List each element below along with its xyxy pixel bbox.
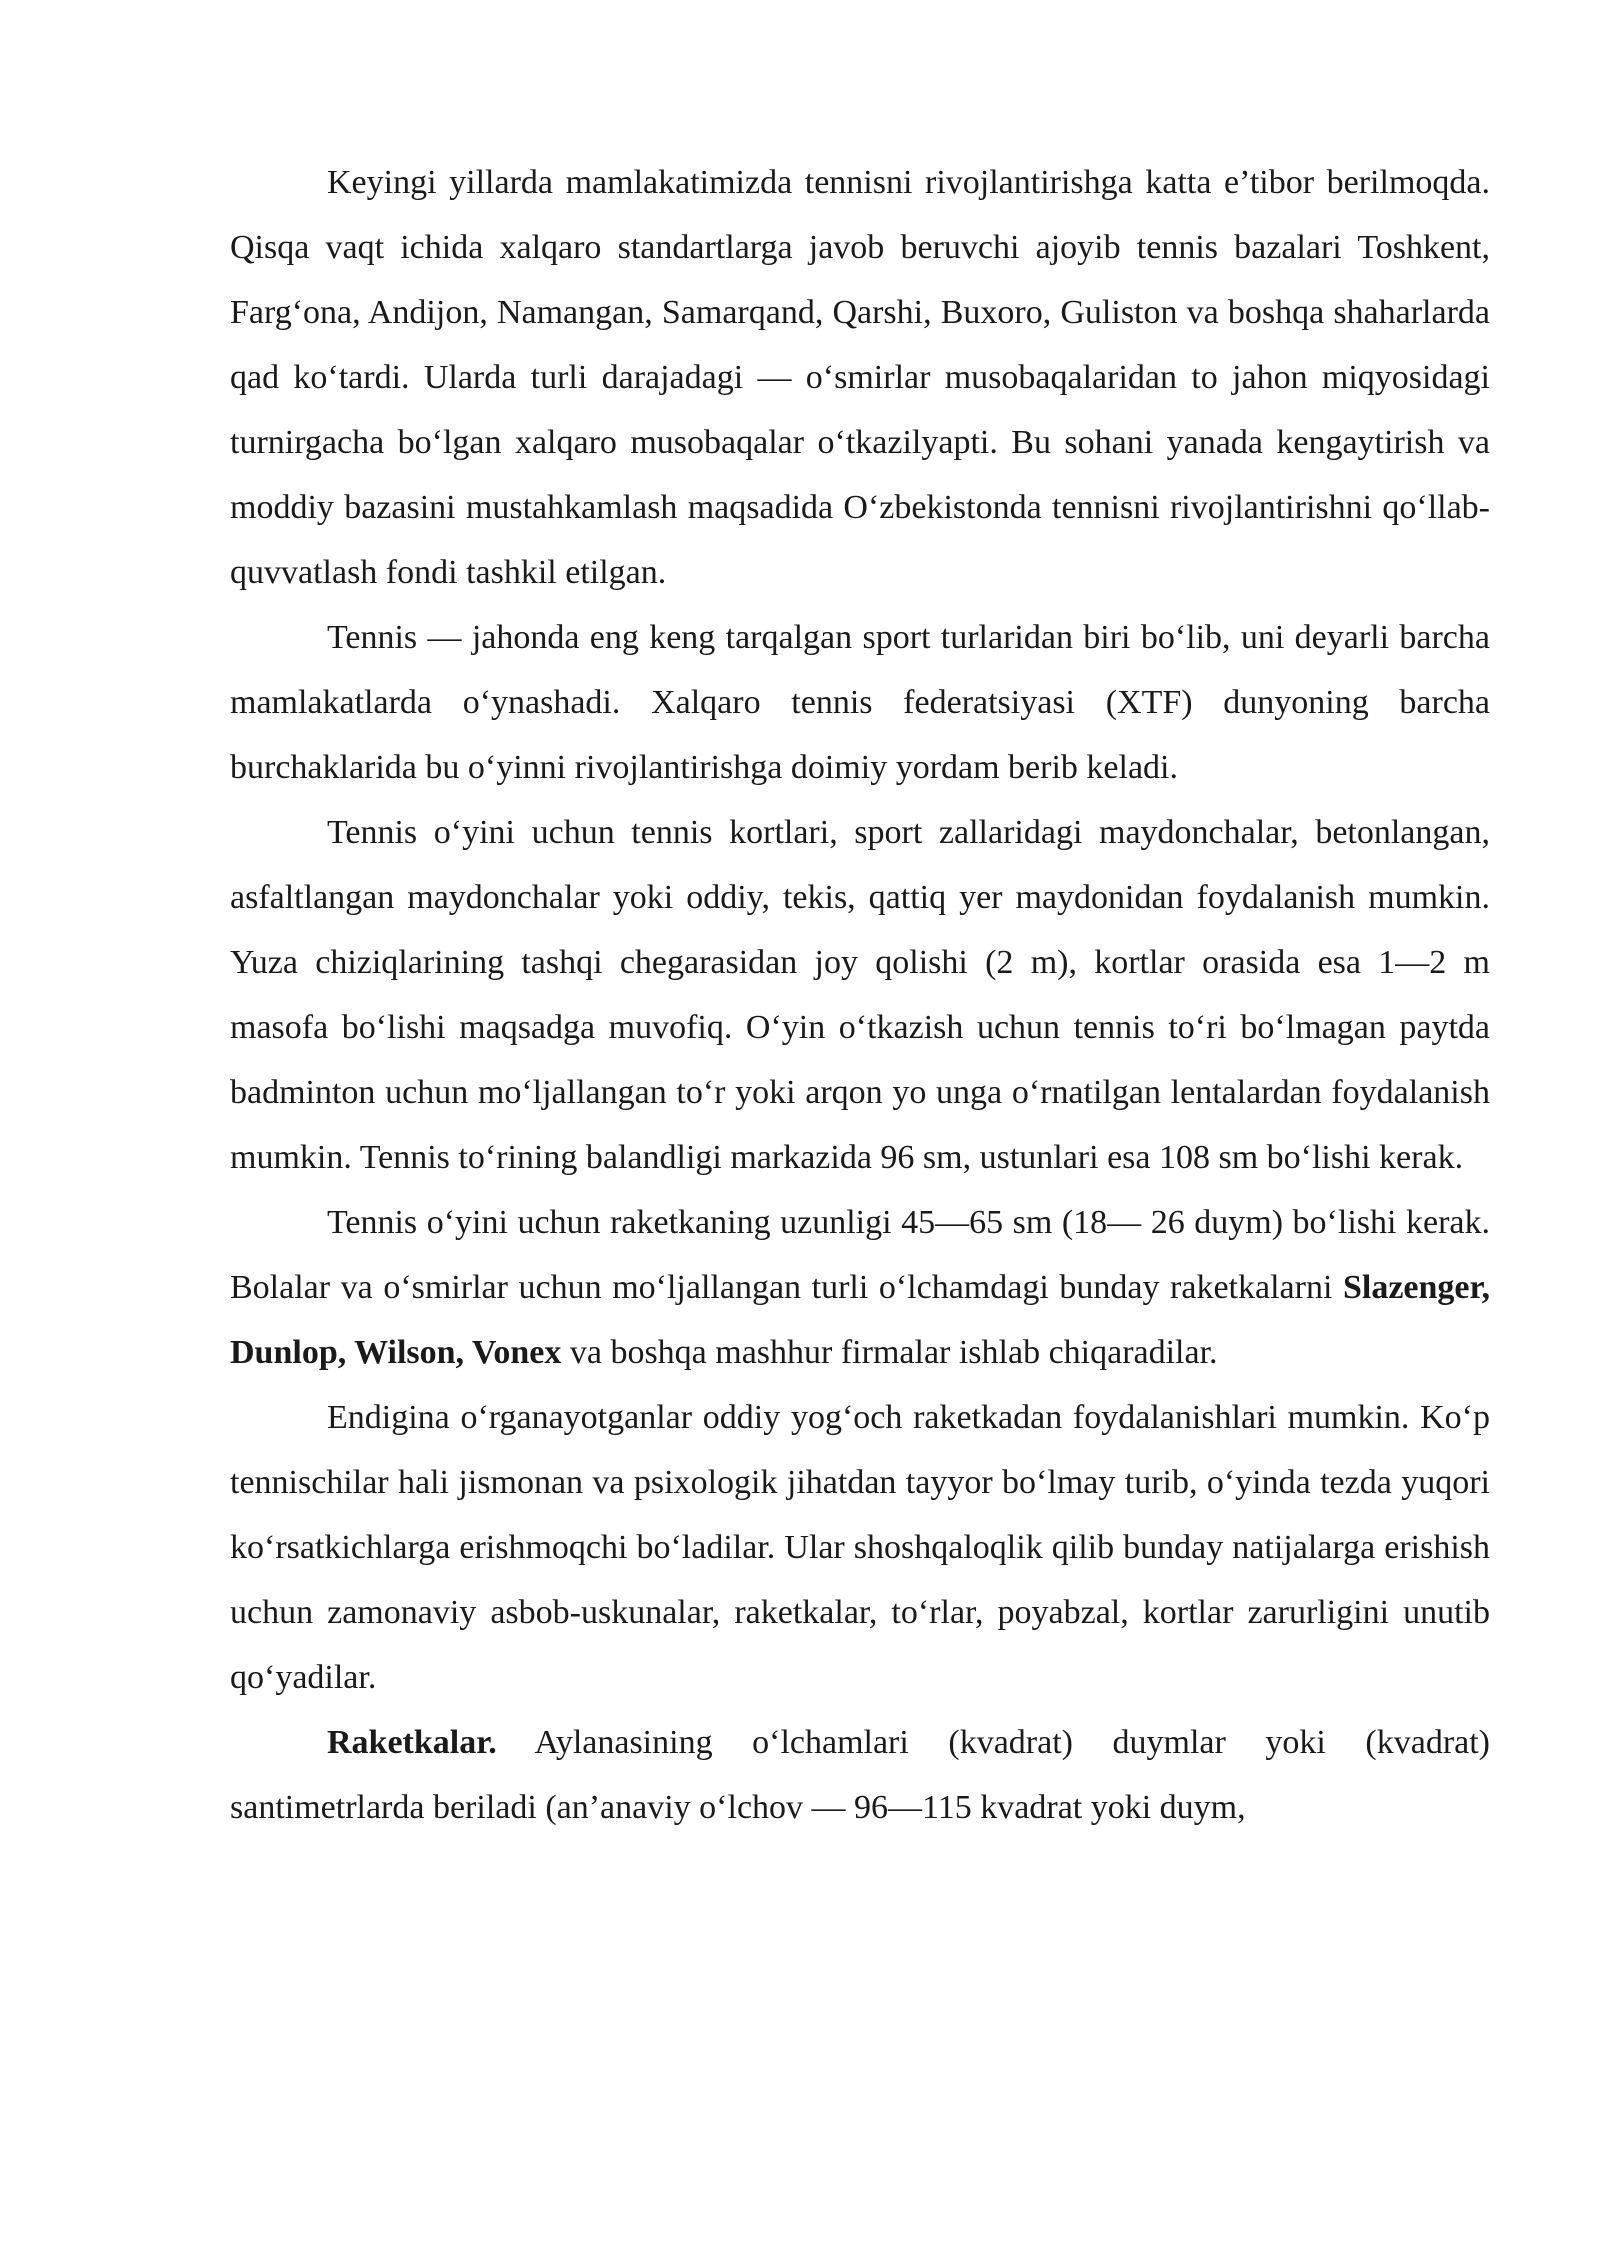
paragraph-rackets [230,1710,1490,1840]
racket-brands: Slazenger, Dunlop, Wilson, Vonex [230,1269,1490,1371]
racket-length-text: Tennis o‘yini uchun raketkaning uzunligi 45—65 sm (18— 26 duym) bo‘lishi kerak. Bolalar va o‘smirlar uchun mo‘ljallangan turli o‘lchamdagi bunday raketkalarni [230,1204,1490,1306]
paragraph-beginners: Endigina o‘rganayotganlar oddiy yog‘och raketkadan foydalanishlari mumkin. Ko‘p tennischilar hali jismonan va psixologik jihatdan tayyor bo‘lmay turib, o‘yinda tezda yuqori ko‘rsatkichlarga erishmoqchi bo‘ladilar. Ular shoshqaloqlik qilib bunday natijalarga erishish uchun zamonaviy asbob-uskunalar, raketkalar, to‘rlar, poyabzal, kortlar zarurligini unutib qo‘yadilar. [230,1399,1490,1696]
rackets-heading: Raketkalar. [327,1724,497,1761]
paragraph-tennis-popularity: Tennis — jahonda eng keng tarqalgan sport turlaridan biri bo‘lib, uni deyarli barcha mamlakatlarda o‘ynashadi. Xalqaro tennis federatsiyasi (XTF) dunyoning barcha burchaklarida bu o‘yinni rivojlantirishga doimiy yordam berib keladi. [230,619,1490,786]
paragraph-tennis-development: Keyingi yillarda mamlakatimizda tennisni rivojlantirishga katta e’tibor berilmoqda. Qisqa vaqt ichida xalqaro standartlarga javob beruvchi ajoyib tennis bazalari Toshkent, Farg‘ona, Andijon, Namangan, Samarqand, Qarshi, Buxoro, Guliston va boshqa shaharlarda qad ko‘tardi. Ularda turli darajadagi — o‘smirlar musobaqalaridan to jahon miqyosidagi turnirgacha bo‘lgan xalqaro musobaqalar o‘tkazilyapti. Bu sohani yanada kengaytirish va moddiy bazasini mustahkamlash maqsadida O‘zbekistonda tennisni rivojlantirishni qo‘llab-quvvatlash fondi tashkil etilgan. [230,164,1490,591]
paragraph-tennis-courts: Tennis o‘yini uchun tennis kortlari, sport zallaridagi maydonchalar, betonlangan, asfaltlangan maydonchalar yoki oddiy, tekis, qattiq yer maydonidan foydalanish mumkin. Yuza chiziqlarining tashqi chegarasidan joy qolishi (2 m), kortlar orasida esa 1—2 m masofa bo‘lishi maqsadga muvofiq. O‘yin o‘tkazish uchun tennis to‘ri bo‘lmagan paytda badminton uchun mo‘ljallangan to‘r yoki arqon yo unga o‘rnatilgan lentalardan foydalanish mumkin. Tennis to‘rining balandligi markazida 96 sm, ustunlari esa 108 sm bo‘lishi kerak. [230,814,1490,1176]
document-page [230,150,1490,1840]
rackets-text: Aylanasining o‘lchamlari (kvadrat) duymlar yoki (kvadrat) santimetrlarda beriladi (an’anaviy o‘lchov — 96—115 kvadrat yoki duym, [230,1724,1490,1826]
racket-makers-text: va boshqa mashhur firmalar ishlab chiqaradilar. [561,1334,1218,1371]
paragraph-racket-length [230,1190,1490,1385]
